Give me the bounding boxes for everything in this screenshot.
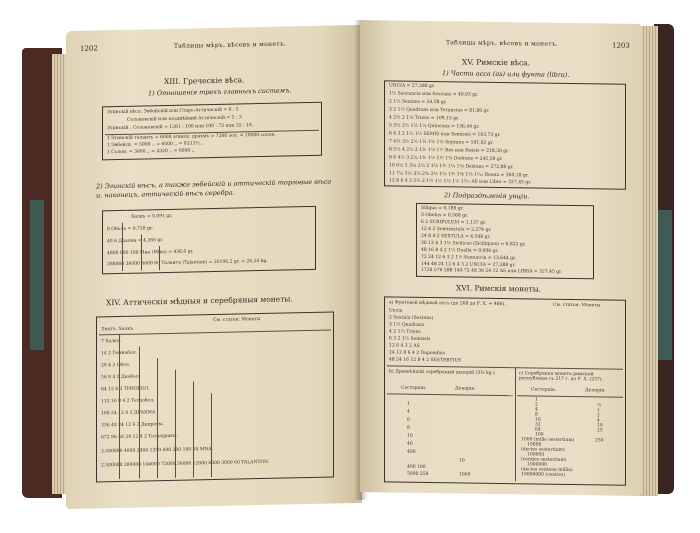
table-row: Эгинскій : Солоновскій = 1381 : 100 или 100 : 72 или 25 : 18. [107, 123, 254, 132]
section-13-sub1: 1) Отношенія трехъ главныхъ системъ. [148, 86, 292, 98]
table-row: 24 8 4 2 SEXTULA = 4,548 gr. [421, 233, 491, 240]
table-row: 1728 576 288 144 72 48 36 24 12 AS или LIBRA = 327,45 gr. [421, 267, 563, 275]
table-row: 250 [595, 438, 604, 444]
table-row: Лептъ. Халкъ. [101, 326, 135, 333]
column-header: Денаріи. [455, 386, 476, 392]
table-row: 1 Эвбейск. = 5000 ,, = 6000 ,, = 8333⅓ ,, [107, 141, 204, 149]
table-row: 6 4 3 2 1½ 1⅕ SEMIS или Semissis = 163,73 gr. [389, 131, 501, 138]
table-header: См. статьи: Монеты [553, 302, 601, 309]
left-page [66, 25, 362, 509]
column-header: Сестерціи. [401, 385, 427, 391]
table-row: 10000 [527, 442, 542, 448]
table-row: 48 16 8 4 2 1⅓ Duella = 9,096 gr. [421, 247, 499, 254]
table-row: 10 [407, 433, 413, 439]
right-spine-band [658, 210, 672, 360]
table-row: 1 Эгинскій талантъ = 6000 эгинск. драхмъ = 7200 зол. = 10000 солон. [107, 132, 276, 142]
table-row: 14 2 Гемиобол. [101, 350, 138, 357]
table-row: 1 [407, 401, 410, 407]
open-book [22, 20, 674, 510]
table-row: 672 96 48 24 12 4 2 Тетрадрахм. [101, 433, 178, 441]
table-row: 10 [597, 423, 603, 429]
table-row: 28 4 2 Обол. [101, 362, 131, 369]
table-row: 100000 [527, 452, 545, 458]
table-row: 5 3⅓ 2½ 1⅔ 1¼ Quincunx = 136,44 gr. [389, 123, 480, 130]
table-row: 1000 (mille sestertium) [521, 437, 575, 444]
section-13-title: XIII. Греческіе вѣса. [164, 75, 245, 87]
table-row: 2.500000 288000 144000 72000 36000 12000 6000 3000 60 TALANTON. [101, 459, 270, 469]
table-row: 1000 [459, 472, 471, 478]
table-row: 1 Солон. = 3600 ,, = 4320 ,, = 6000 ,, [107, 148, 195, 156]
table-header: а) Фунтовой мѣдный ассъ (до 268 до Р. Х. = 486). [389, 300, 506, 308]
table-row: 8 [535, 412, 538, 418]
roman-coins-table [384, 296, 626, 485]
table-row: 9 6 4½ 3 2¼ 1⅘ 1½ 1²⁄₇ 1⅛ Dodrans = 245,59 gr. [389, 155, 503, 163]
table-row: ½ [597, 403, 602, 409]
table-row: 24 12 8 6 4 2 Dupondius [389, 350, 446, 357]
table-row: 12 6 4 3 2 AS [389, 343, 420, 349]
table-row: 6 3 2 1½ Semissis [389, 336, 431, 343]
table-row: 4 2 1⅓ Triens [389, 329, 421, 335]
table-row: 4 2⅔ 2 1⅓ Triens = 109,15 gr. [389, 115, 460, 122]
section-13-sub2: 2) Эгинскій вѣсъ, а также эвбейскій и аттическій торговые вѣса и, наконецъ, аттическій вѣсъ серебра. [96, 177, 332, 200]
table-row: 32 [535, 422, 541, 428]
table-row: 8 5⅓ 4 2⅔ 2 1⅗ 1⅓ 1⅐ Bes или Bessis = 218,30 gr. [389, 147, 510, 155]
table-row: 11 7⅓ 5½ 3⅔ 2¾ 2⅕ 1⅚ 1⁴⁄₇ 1⅜ 1²⁄₉ 1⅒ Deunx = 300,18 gr. [389, 171, 529, 179]
table-row: 5000 250 [407, 471, 429, 477]
section-15-sub2: 2) Подраздѣленія унціи. [444, 191, 530, 201]
table-row: 48 6 Драхма = 4,366 gr. [107, 238, 164, 245]
table-row: 36 12 6 3 1½ Sicilicus (Siciliquus) = 6,822 gr. [421, 240, 526, 248]
table-row: 56 8 4 2 Диобол. [101, 374, 141, 381]
table-row: 10 6⅔ 5 3⅓ 2½ 2 1⅔ 1³⁄₇ 1¼ 1⅑ Dextans = 272,88 gr. [389, 163, 514, 171]
section-b-title: b) Древнѣйшій серебряный денарій (3¾ kg.) [389, 369, 495, 376]
aeginetan-weights-table [102, 206, 316, 274]
table-row: 3 1½ Quadrans [389, 322, 425, 328]
table-row: 2 1⅓ Sextans = 54,58 gr. [389, 99, 447, 106]
table-row: 8 Оболъ = 0,728 gr. [107, 226, 154, 233]
table-row: (centies sestertium) [521, 457, 567, 463]
table-row: UNCIA = 27,288 gr. [389, 83, 435, 90]
section-15-title: XV. Римскіе вѣса. [462, 57, 531, 68]
greek-systems-table [102, 102, 322, 161]
table-row: 8 [407, 425, 410, 431]
uncia-subdivisions-table [416, 203, 594, 279]
table-row: Халкъ = 0,091 gr. [131, 213, 173, 220]
table-row: Эгинскій вѣсъ: Эвбейскій или Старо-Аттическій = 6 : 5 [107, 107, 239, 116]
table-row: 12 8 6 4 3 2⅖ 2 1⁵⁄₇ 1½ 1⅓ 1⅕ 1¹⁄₁₁ AS или Libra = 327,45 gr. [389, 178, 532, 186]
table-row: 6 [407, 417, 410, 423]
table-row: Солоновскій или позднѣйшій Аттическій = 5 : 3 [127, 115, 242, 123]
table-row: 48 24 16 12 8 4 2 SESTERTIUS [389, 357, 462, 364]
table-row: 2 Sextula (Sextans) [389, 315, 434, 322]
table-row: 4800 600 100 Мна (Mina) = 436,6 gr. [107, 249, 194, 257]
roman-as-table [384, 80, 626, 189]
table-row: 3.500000 4800 2400 1200 600 200 100 50 MNA. [101, 447, 213, 455]
table-row: 3 Obolus = 0,568 gr. [421, 212, 469, 219]
table-row: 336 48 24 12 6 2 Дидрахм. [101, 422, 164, 429]
section-c-title: c) Серебряная монета римской республики съ 217 г. до Р. Х. (237). [519, 371, 603, 383]
table-row: (decies centena millia) [521, 467, 573, 474]
table-row: 25 [597, 428, 603, 434]
table-row: 112 16 8 4 2 Тетробол. [101, 398, 155, 405]
table-row: Uncia [389, 308, 403, 314]
table-row: 10 [459, 458, 465, 464]
column-header: Сестерціи. [531, 387, 557, 393]
table-row: 84 12 6 3 ТРИОБОЛ. [101, 386, 150, 393]
left-running-head: Таблицы мѣръ, вѣсовъ и монетъ. [174, 40, 287, 50]
table-row: 2 [535, 402, 538, 408]
table-row: 7 Халкъ. [101, 338, 122, 345]
table-row: 4 [407, 409, 410, 415]
left-spine-band [30, 200, 44, 350]
right-page [360, 20, 642, 496]
table-row: 2 [597, 413, 600, 419]
table-row: 168 24 12 6 3 ДРАХМА. [101, 410, 157, 417]
table-header: См. статьи: Монеты [213, 317, 261, 324]
table-row: 40 [407, 441, 413, 447]
table-row: 1½ Sescuncia или Sescunx = 40,93 gr. [389, 91, 479, 98]
table-row: 6 2 SCRIPULUM = 1,137 gr. [421, 219, 487, 226]
table-row: 144 48 24 12 6 4 3 2 UNCIA = 27,288 gr. [421, 261, 516, 269]
table-row: 1 [597, 408, 600, 414]
table-row: 4 [535, 407, 538, 413]
table-row: 400 [407, 449, 416, 455]
column-header: Денаріи. [585, 388, 606, 394]
table-row: 1 [535, 397, 538, 403]
table-row: 4 [597, 418, 600, 424]
left-page-number: 1202 [80, 44, 98, 53]
table-row: 12 4 2 Semisextula = 2,274 gr. [421, 226, 492, 233]
section-15-sub1: 1) Части асса (as) или фунта (libra). [442, 69, 570, 79]
table-row: 288000 36000 6000 60 Талантъ (Talantum) = 26196,2 gr. = 26,20 kg. [107, 258, 268, 268]
table-row: 400 100 [407, 464, 426, 470]
table-row: (decies sestertium) [521, 447, 565, 453]
table-row: 10000000 (centies) [521, 472, 566, 478]
right-page-number: 1203 [612, 41, 630, 50]
table-row: 100 [535, 432, 544, 438]
section-16-title: XVI. Римскія монеты. [456, 283, 542, 294]
attic-coins-table [96, 311, 334, 482]
section-14-title: XIV. Аттическія мѣдныя и серебряныя монеты. [106, 294, 293, 308]
table-row: 3 2 1½ Quadrans или Teruncius = 81,86 gr. [389, 107, 490, 114]
right-running-head: Таблицы мѣръ, вѣсовъ и монетъ. [446, 39, 559, 48]
table-row: 72 24 12 6 3 2 1½ Semuncia = 13,644 gr. [421, 254, 517, 262]
table-row: 7 4⅔ 3½ 2⅓ 1¾ 1⅖ 1⅙ Septunx = 191,02 gr. [389, 139, 494, 146]
table-row: 1000000 [527, 462, 548, 468]
table-row: Siliqua = 0,189 gr. [421, 205, 464, 212]
table-row: 16 [535, 417, 541, 423]
table-row: 64 [535, 427, 541, 433]
